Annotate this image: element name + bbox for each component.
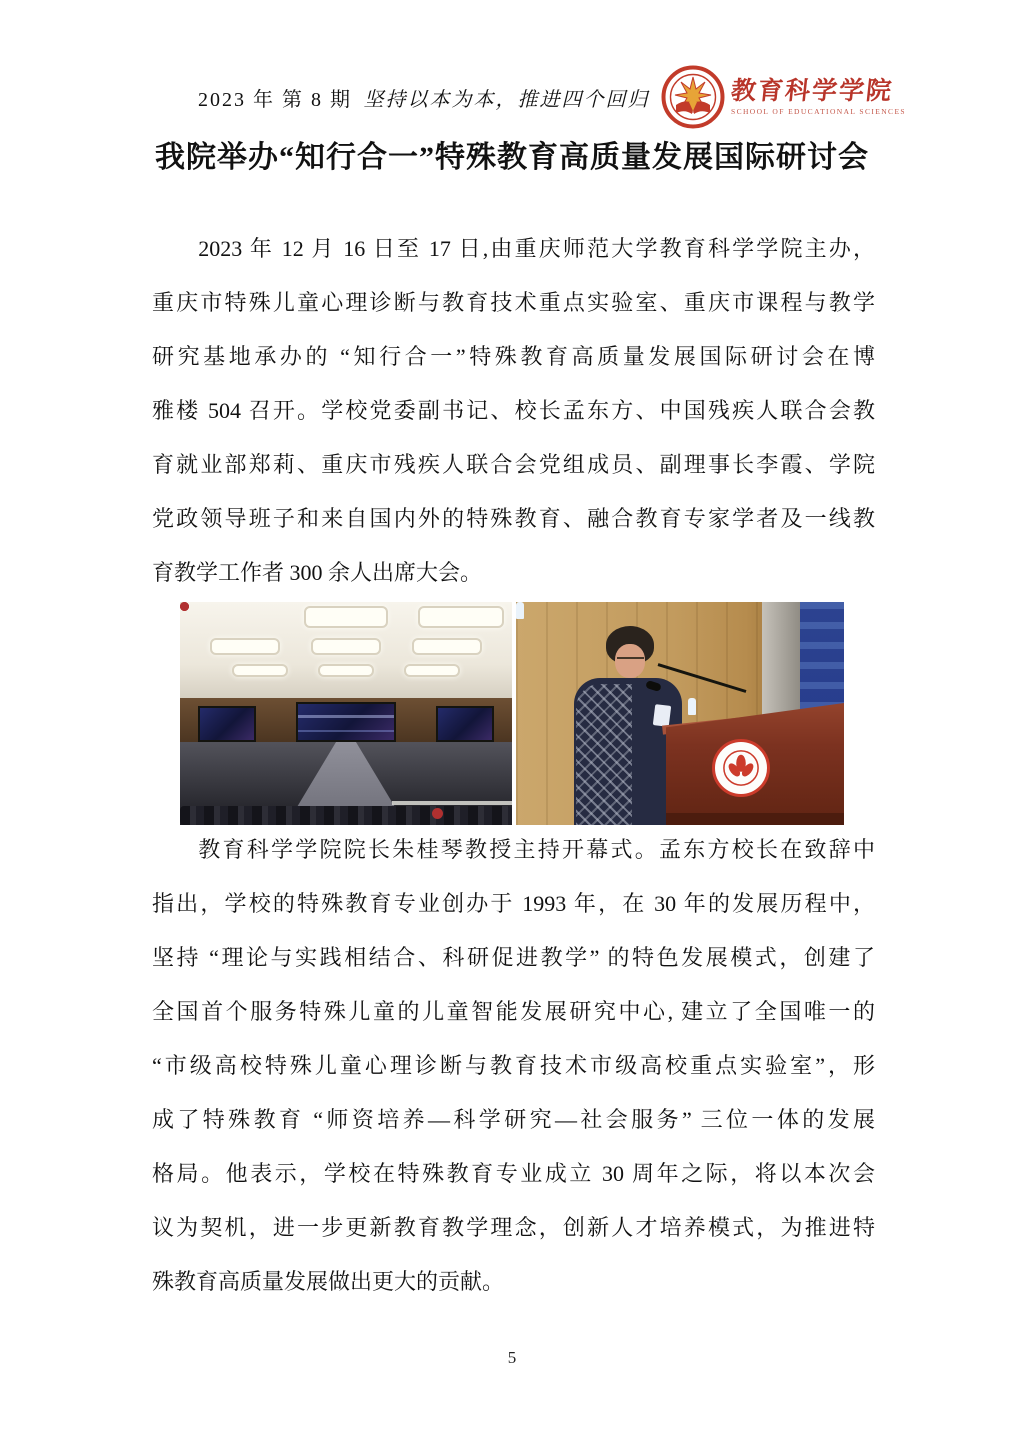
side-screen-right <box>436 706 494 742</box>
header-slogan: 坚持以本为本，推进四个回归 <box>363 88 650 111</box>
logo-title-cn: 教育科学学院 <box>729 77 895 105</box>
text-line: 研究基地承办的 “知行合一”特殊教育高质量发展国际研讨会在博 <box>152 344 875 369</box>
text-line: 雅楼 504 召开。学校党委副书记、校长孟东方、中国残疾人联合会教 <box>152 398 875 423</box>
text-line: 坚持 “理论与实践相结合、科研促进教学” 的特色发展模式，创建了 <box>152 945 875 970</box>
text-line: 格局。他表示，学校在特殊教育专业成立 30 周年之际，将以本次会 <box>152 1161 875 1186</box>
page-number: 5 <box>507 1348 517 1367</box>
text-line: 全国首个服务特殊儿童的儿童智能发展研究中心, 建立了全国唯一的 <box>152 999 875 1024</box>
article-title: 我院举办“知行合一”特殊教育高质量发展国际研讨会 <box>155 141 869 174</box>
text-line: 育就业部郑莉、重庆市残疾人联合会党组成员、副理事长李霞、学院 <box>152 452 875 477</box>
stage-screen <box>296 702 396 742</box>
text-line: 成了特殊教育 “师资培养—科学研究—社会服务” 三位一体的发展 <box>152 1107 875 1132</box>
name-badge <box>653 704 671 727</box>
glasses <box>617 657 644 664</box>
logo-text <box>731 79 906 116</box>
page-header <box>0 0 1024 130</box>
college-logo <box>661 65 906 129</box>
text-line: “市级高校特殊儿童心理诊断与教育技术市级高校重点实验室”，形 <box>152 1053 875 1078</box>
speaker-at-podium-photo <box>516 602 844 825</box>
text-line: 党政领导班子和来自国内外的特殊教育、融合教育专家学者及一线教 <box>152 506 875 531</box>
logo-title-en: SCHOOL OF EDUCATIONAL SCIENCES <box>731 106 906 116</box>
side-screen-left <box>198 706 256 742</box>
text-line: 重庆市特殊儿童心理诊断与教育技术重点实验室、重庆市课程与教学 <box>152 290 875 315</box>
text-line: 议为契机，进一步更新教育教学理念，创新人才培养模式，为推进特 <box>152 1215 875 1240</box>
text-line: 2023 年 12 月 16 日至 17 日,由重庆师范大学教育科学学院主办， <box>198 236 875 261</box>
issue-label: 2023 年 第 8 期 <box>198 88 352 111</box>
text-line: 教育科学学院院长朱桂琴教授主持开幕式。孟东方校长在致辞中 <box>198 837 875 862</box>
college-emblem-icon <box>661 65 725 129</box>
text-line: 殊教育高质量发展做出更大的贡献。 <box>152 1269 505 1294</box>
photo-row <box>180 602 844 825</box>
text-line: 指出，学校的特殊教育专业创办于 1993 年，在 30 年的发展历程中， <box>152 891 875 916</box>
article-paragraph-2 <box>152 823 875 1309</box>
conference-hall-photo <box>180 602 512 825</box>
article-paragraph-1 <box>152 222 875 600</box>
text-line: 育教学工作者 300 余人出席大会。 <box>152 560 483 585</box>
podium-emblem-icon <box>712 739 770 797</box>
